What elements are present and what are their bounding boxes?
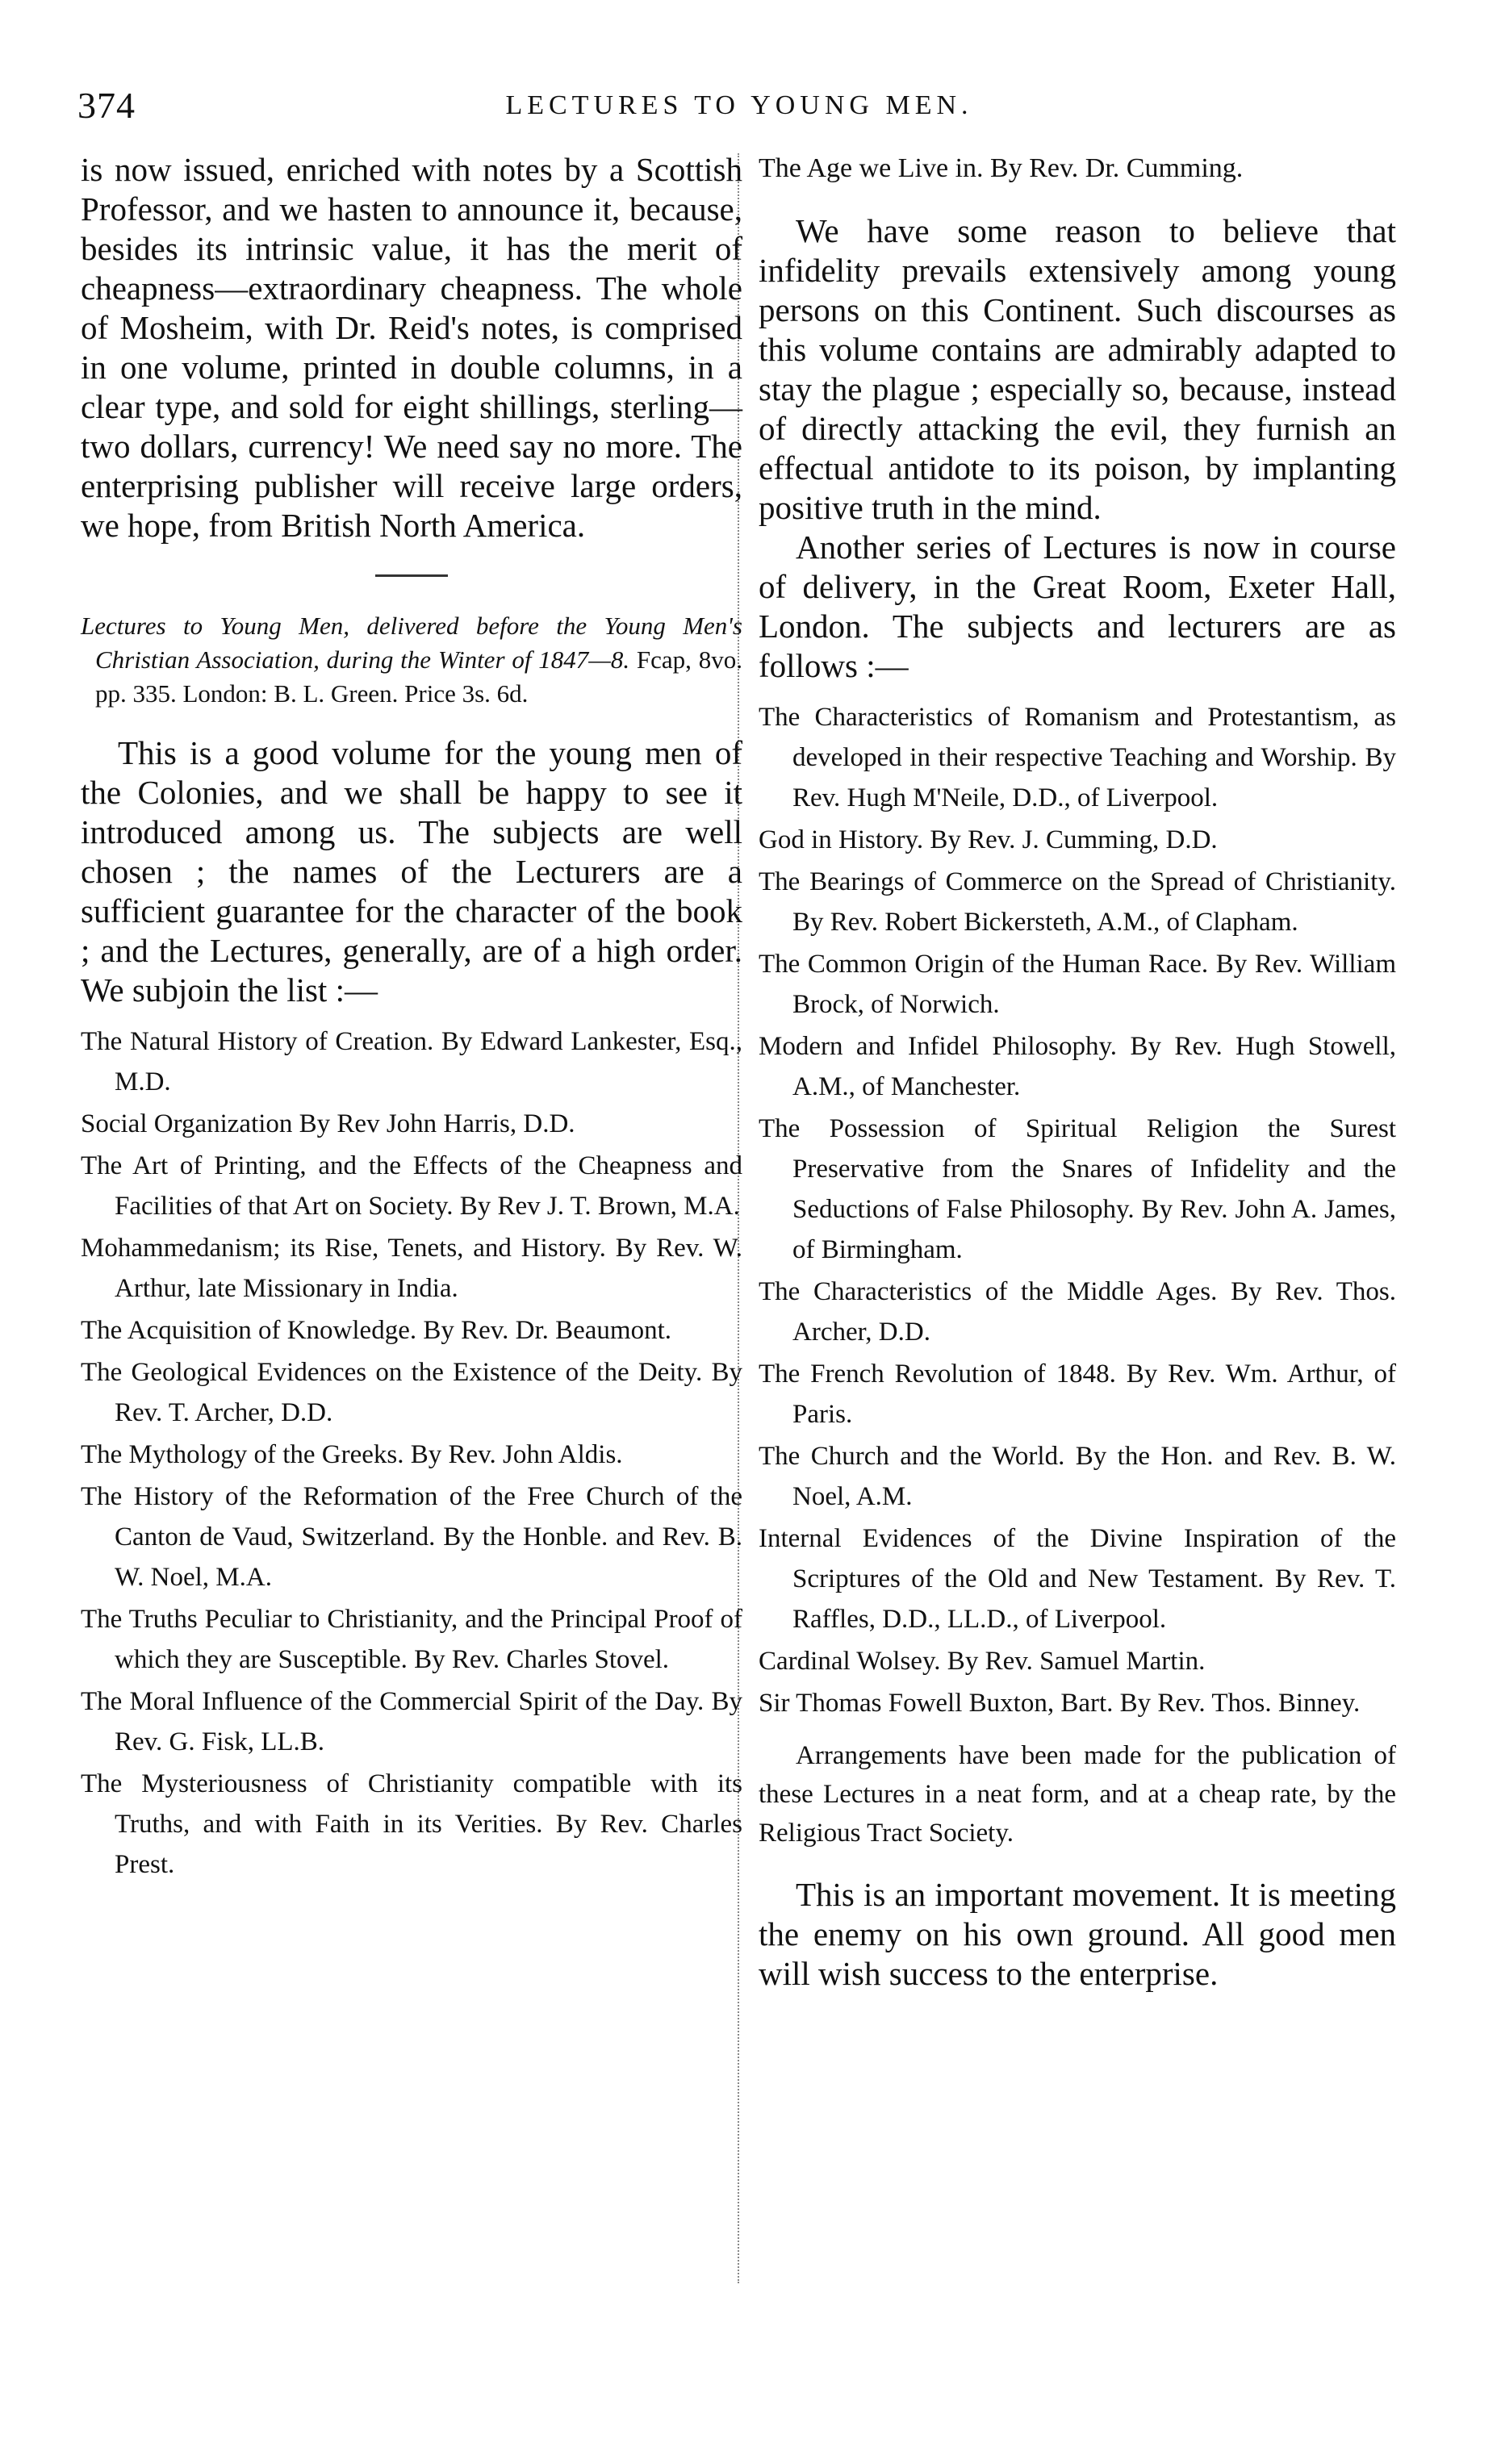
lecture-item: The Church and the World. By the Hon. and Rev. B. W. Noel, A.M. bbox=[759, 1442, 1396, 1511]
arrangements-paragraph: Arrangements have been made for the publication of these Lectures in a neat form, and at a cheap rate, by the Religious Tract Society. bbox=[759, 1741, 1396, 1848]
right-lecture-list bbox=[759, 697, 1396, 1723]
left-column bbox=[81, 150, 742, 1886]
lecture-item: The Moral Influence of the Commercial Spirit of the Day. By Rev. G. Fisk, LL.B. bbox=[81, 1687, 742, 1756]
section-rule bbox=[375, 574, 448, 577]
lecture-item: Modern and Infidel Philosophy. By Rev. Hugh Stowell, A.M., of Manchester. bbox=[759, 1032, 1396, 1101]
lecture-item: The Natural History of Creation. By Edward Lankester, Esq., M.D. bbox=[81, 1027, 742, 1096]
lecture-item: Cardinal Wolsey. By Rev. Samuel Martin. bbox=[759, 1647, 1206, 1676]
infidelity-paragraph: We have some reason to believe that infidelity prevails extensively among young persons on this Continent. Such discourses as this volume contains are admirably adapted to stay the plague ; especially so, because, instead of directly attacking the evil, they furnish an effectual antidote to its poison, by implanting positive truth in the mind. bbox=[759, 212, 1396, 526]
lecture-item: The Geological Evidences on the Existence of the Deity. By Rev. T. Archer, D.D. bbox=[81, 1358, 742, 1427]
lecture-item: The Art of Printing, and the Effects of the Cheapness and Facilities of that Art on Society. By Rev J. T. Brown, M.A. bbox=[81, 1151, 742, 1221]
lecture-item: The Bearings of Commerce on the Spread of Christianity. By Rev. Robert Bickersteth, A.M., of Clapham. bbox=[759, 867, 1396, 937]
lecture-item: The Common Origin of the Human Race. By Rev. William Brock, of Norwich. bbox=[759, 950, 1396, 1019]
lecture-item: Social Organization By Rev John Harris, D.D. bbox=[81, 1109, 575, 1138]
running-title: LECTURES TO YOUNG MEN. bbox=[505, 90, 973, 120]
lecture-item: The Characteristics of the Middle Ages. By Rev. Thos. Archer, D.D. bbox=[759, 1277, 1396, 1347]
closing-paragraph: This is an important movement. It is meeting the enemy on his own ground. All good men will wish success to the enterprise. bbox=[759, 1876, 1396, 1992]
page-number: 374 bbox=[77, 85, 136, 126]
right-column bbox=[759, 150, 1396, 1994]
lecture-item: Internal Evidences of the Divine Inspiration of the Scriptures of the Old and New Testament. By Rev. T. Raffles, D.D., LL.D., of Liverpool. bbox=[759, 1524, 1396, 1634]
lecture-item: The Truths Peculiar to Christianity, and the Principal Proof of which they are Susceptible. By Rev. Charles Stovel. bbox=[81, 1605, 742, 1674]
review-paragraph: This is a good volume for the young men of the Colonies, and we shall be happy to see it introduced among us. The subjects are well chosen ; the names of the Lecturers are a sufficient guarantee for the character of the book ; and the Lectures, generally, are of a high order. We subjoin the list :— bbox=[81, 734, 742, 1009]
lecture-item: God in History. By Rev. J. Cumming, D.D. bbox=[759, 825, 1218, 854]
lecture-item: The History of the Reformation of the Free Church of the Canton de Vaud, Switzerland. By the Honble. and Rev. B. W. Noel, M.A. bbox=[81, 1482, 742, 1592]
lecture-item: The Mythology of the Greeks. By Rev. John Aldis. bbox=[81, 1440, 623, 1469]
lecture-item: The French Revolution of 1848. By Rev. Wm. Arthur, of Paris. bbox=[759, 1359, 1396, 1429]
review-title: Lectures to Young Men, delivered before the Young Men's Christian Association, during the Winter of 1847—8. bbox=[81, 612, 742, 674]
left-lecture-list bbox=[81, 1021, 742, 1885]
series-paragraph: Another series of Lectures is now in course of delivery, in the Great Room, Exeter Hall, London. The subjects and lecturers are as follows :— bbox=[759, 528, 1396, 684]
lecture-item: The Acquisition of Knowledge. By Rev. Dr. Beaumont. bbox=[81, 1316, 672, 1345]
lecture-item: Sir Thomas Fowell Buxton, Bart. By Rev. Thos. Binney. bbox=[759, 1689, 1361, 1718]
page-header bbox=[77, 84, 1401, 132]
review-publication: Fcap, 8vo. pp. 335. London: B. L. Green. Price 3s. 6d. bbox=[95, 645, 742, 708]
lecture-item: The Possession of Spiritual Religion the Surest Preservative from the Snares of Infidelity and the Seductions of False Philosophy. By Rev. John A. James, of Birmingham. bbox=[759, 1114, 1396, 1264]
lecture-item: The Characteristics of Romanism and Protestantism, as developed in their respective Teaching and Worship. By Rev. Hugh M'Neile, D.D., of Liverpool. bbox=[759, 703, 1396, 812]
lecture-item: The Mysteriousness of Christianity compatible with its Truths, and with Faith in its Verities. By Rev. Charles Prest. bbox=[81, 1769, 742, 1879]
continued-title: The Age we Live in. By Rev. Dr. Cumming. bbox=[759, 153, 1244, 183]
lecture-item: Mohammedanism; its Rise, Tenets, and History. By Rev. W. Arthur, late Missionary in India. bbox=[81, 1234, 742, 1303]
review-heading bbox=[81, 609, 742, 711]
intro-paragraph: is now issued, enriched with notes by a Scottish Professor, and we hasten to announce it, because, besides its intrinsic value, it has the merit of cheapness—extraordinary cheapness. The whole of Mosheim, with Dr. Reid's notes, is comprised in one volume, printed in double columns, in a clear type, and sold for eight shillings, sterling—two dollars, currency! We need say no more. The enterprising publisher will receive large orders, we hope, from British North America. bbox=[81, 151, 742, 544]
